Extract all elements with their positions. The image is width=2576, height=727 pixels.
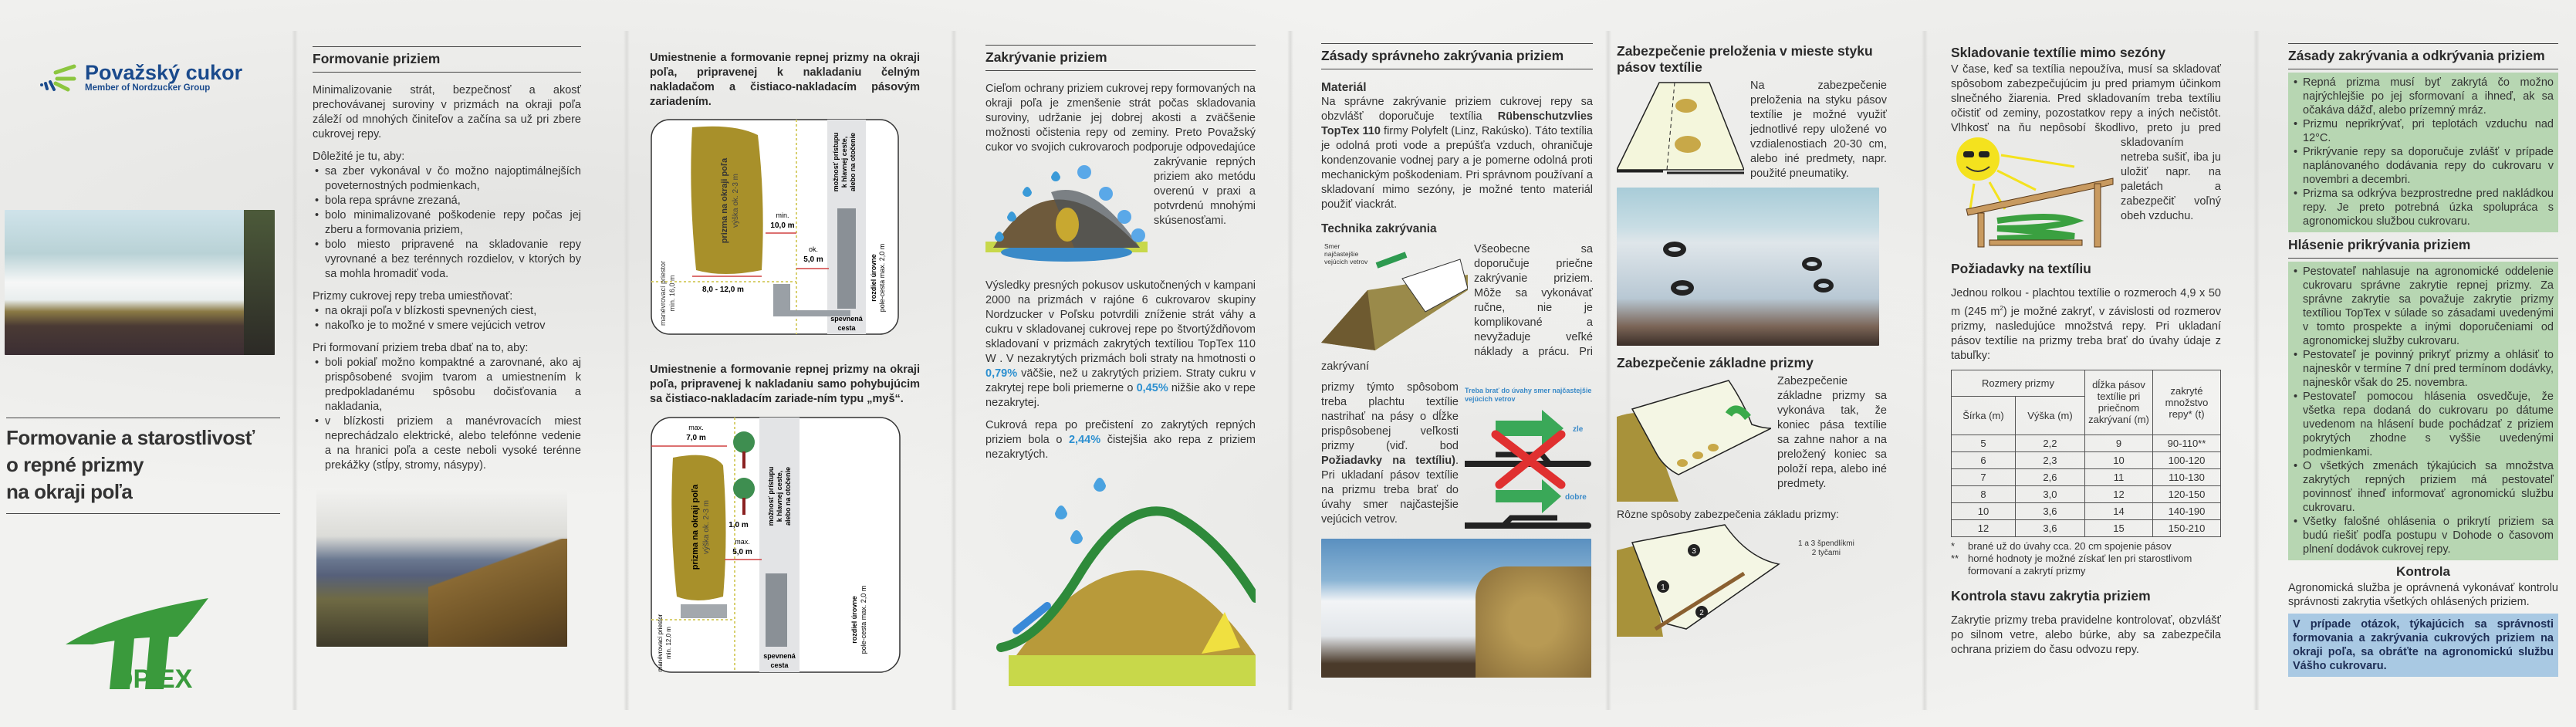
level-label: rozdiel úrovne (850, 596, 858, 644)
table-cell: 120-150 (2153, 485, 2221, 502)
access-label: možnosť prístupu (767, 466, 775, 526)
footnote-text: horné hodnoty je možné získať len pri starostlivom formovaní a zakrytí prizmy (1968, 552, 2192, 577)
bullet-list (313, 304, 581, 333)
list-item: • bolo minimalizované poškodenie repy počas jej zberu a formovania priziem, (313, 208, 581, 238)
table-cell: 150-210 (2153, 519, 2221, 536)
panel-zasady (1321, 0, 1593, 678)
panel-zakryvanie (985, 0, 1256, 694)
product-name: Rübenschutzvlies TopTex 110 (1321, 110, 1593, 137)
prism-label: prizma na okraji poľa (691, 484, 700, 570)
table-header: zakryté množstvo repy* (t) (2153, 370, 2221, 435)
list-item: • sa zber vykonával v čo možno najoptimálnejších poveternostných podmienkach, (313, 164, 581, 194)
section-heading: Zabezpečenie základne prizmy (1617, 355, 1814, 370)
table-row (1952, 451, 2221, 468)
list-item: • boli pokiaľ možno kompaktné a zarovnané, ako aj prispôsobené svojim tvarom a umiestnením k predpokladanému spôsobu dočisťovania a nakladania, (313, 356, 581, 414)
method-number: 3 (1692, 547, 1696, 556)
section-heading: Kontrola stavu zakrytia priziem (1951, 587, 2151, 604)
maneuver-label: manévrovací priestor (659, 260, 667, 326)
results-text: nižšie ako v repe nezakrytej. (985, 382, 1256, 409)
cross-reference[interactable]: Požiadavky na textíliu) (1321, 455, 1455, 467)
list-label: Dôležité je tu, aby: (313, 150, 405, 163)
road-label: cesta (770, 661, 789, 669)
material-paragraph (1321, 95, 1593, 212)
table-cell: 15 (2085, 519, 2153, 536)
cover-title (6, 418, 280, 514)
covered-pile-illustration (985, 470, 1256, 694)
covering-pile-photo (1321, 539, 1591, 678)
covered-beet-pile-photo (5, 210, 275, 355)
road-label: spevnená (830, 315, 863, 323)
overlap-beets-illustration (1617, 79, 1744, 178)
requirements-paragraph (1951, 286, 2221, 364)
table-header: Šírka (m) (1952, 396, 2016, 435)
list-item: • Repná prizma musí byť zakrytá čo možno najrýchlejšie po jej sformovaní a ihneď, ak sa očakáva dážď, alebo prízemný mráz. (2293, 76, 2554, 117)
list-item: • bolo miesto pripravené na skladovanie repy vyrovnané a bez terénnych rozdielov, v ktorých by sa mohla hromadiť voda. (313, 238, 581, 282)
bad-label: zle (1573, 425, 1584, 434)
table-cell: 3,6 (2015, 519, 2084, 536)
table-row (1952, 468, 2221, 485)
title-line: Formovanie a starostlivosť (6, 426, 255, 449)
dim-value: 5,0 m (803, 255, 823, 264)
footnote (1951, 553, 2221, 577)
access-label: k hlavnej ceste, (840, 136, 848, 188)
dim-label: min. (776, 211, 789, 219)
technique-text: Všeobecne sa doporučuje priečne zakrývanie priziem. Môže sa vykonávať ručne, nie je komplikované a nevyžaduje veľké náklady a prácu. Pri zakrývaní (1321, 243, 1593, 373)
dim-label: max. (688, 424, 704, 431)
panel-hlasenie (2288, 0, 2558, 677)
method-number: 1 (1661, 583, 1665, 592)
table-cell: 2,2 (2015, 435, 2084, 451)
section-heading: Zásady zakrývania a odkrývania priziem (2288, 43, 2558, 69)
contact-note: V prípade otázok, týkajúcich sa správnosti formovania a zakrývania cukrových priziem na okraji poľa, sa obráťte na agronomickú službu Vášho cukrovaru. (2288, 614, 2558, 677)
logo-subtitle: Member of Nordzucker Group (85, 83, 211, 93)
list-item: • Prizma sa odkrýva bezprostredne pred nakládkou repy. Je preto potrebná úzka spolupráca s agronomickou službou cukrovaru. (2293, 187, 2554, 228)
section-heading: Zabezpečenie preloženia v mieste styku pásov textílie (1617, 43, 1873, 75)
cleanliness-text: čistejšia ako repa z priziem nezakrytých. (985, 434, 1256, 461)
wind-label: Smer najčastejšie vejúcich vetrov (1324, 242, 1368, 265)
intro-paragraph: Minimalizovanie strát, bezpečnosť a akosť prechovávanej suroviny v prizmách na okraji poľa záleží od mnohých činiteľov a začína sa už pri zbere cukrovej repy. (313, 84, 581, 140)
access-label: alebo na otočenie (784, 466, 792, 526)
table-cell: 5 (1952, 435, 2016, 451)
panel-skladovanie (1951, 0, 2221, 665)
coverage-table (1951, 370, 2221, 537)
section-heading: Hlásenie prikrývania priziem (2288, 237, 2558, 259)
toptex-logo (62, 598, 208, 695)
road-label: spevnená (763, 652, 796, 660)
table-cell: 2,3 (2015, 451, 2084, 468)
list-item: • bola repa správne zrezaná, (313, 194, 581, 208)
table-cell: 2,6 (2015, 468, 2084, 485)
dim-value: 1,0 m (729, 521, 749, 529)
legend-pins: 1 a 3 špendlíkmi (1798, 539, 1854, 548)
list-item: • v blízkosti priziem a manévrovacích miest neprechádzalo elektrické, alebo telefónne vedenie a na hranici poľa a ceste neboli vysoké terénne prekážky (stĺpy, stromy, násypy). (313, 414, 581, 473)
storage-shed-illustration (1951, 136, 2115, 250)
footnote (1951, 540, 2221, 553)
povazsky-cukor-logo (40, 62, 242, 93)
table-header: dĺžka pásov textílie pri priečnom zakrývaní (m) (2085, 370, 2153, 435)
tyres-on-cover-photo (1617, 188, 1879, 346)
list-item: • nakoľko je to možné v smere vejúcich vetrov (313, 319, 581, 333)
placement-diagram-mouse (650, 411, 920, 675)
panel-cover (0, 0, 293, 710)
toptex-wordmark: OP EX (113, 664, 193, 694)
table-row (1952, 502, 2221, 519)
list-item: • Pestovateľ je povinný prikryť prizmy a ohlásiť to najneskôr v termíne 7 dní pred termínom dodávky, najneskôr však do 25. novembra. (2293, 348, 2554, 390)
table-cell: 3,6 (2015, 502, 2084, 519)
title-line: na okraji poľa (6, 480, 133, 503)
cleanliness-paragraph (985, 418, 1256, 462)
intro-paragraph: Cieľom ochrany priziem cukrovej repy formovaných na okraji poľa je zmenšenie strát počas skladovania suroviny, udržanie jej dobrej akosti a zväčšenie možnosti očistenia repy od zeminy. Preto Považský cukor vo svojich cukrovaroch podporuje odpovedajúce zakrývanie repných priziem ako metódu overenú v praxi a potvrdenú mnohými skúsenosťami. (985, 83, 1256, 227)
road-label: cesta (837, 324, 856, 332)
good-label: dobre (1565, 493, 1587, 502)
sugar-loss-value: 0,45% (1136, 382, 1168, 394)
level-label: rozdiel úrovne (870, 254, 877, 302)
maneuver-value: min. 16,0 m (668, 275, 676, 312)
height-label: výška ok. 2-3 m (702, 499, 711, 555)
control-heading: Kontrola (2396, 564, 2450, 579)
list-item: • na okraji poľa v blízkosti spevnených ciest, (313, 304, 581, 319)
methods-caption: Rôzne spôsoby zabezpečenia základu prizmy: (1617, 508, 1839, 520)
list-item: • Prikrývanie repy sa doporučuje zvlášť v prípade naplánovaného dodávania repy do cukrovaru v novembri a decembri. (2293, 145, 2554, 187)
table-cell: 12 (2085, 485, 2153, 502)
list-item: • Pestovateľ nahlasuje na agronomické oddelenie cukrovaru správne zakrytie repnej prizmy. Za správne zakrytie sa považuje zakrytie prizmy textíliou TopTex v súlade so zásadami uvedenými v tomto prospekte a inými doporučeniami od agronomickej služby cukrovaru. (2293, 265, 2554, 348)
dim-label: max. (735, 538, 750, 546)
section-heading: Zakrývanie priziem (985, 45, 1256, 71)
section-heading: Požiadavky na textíliu (1951, 261, 2091, 276)
diagram-title: Treba brať do úvahy smer najčastejšie vejúcich vetrov (1465, 387, 1592, 403)
logo-name: Považský cukor (85, 61, 243, 84)
panel-zabezpecenie (1617, 0, 1887, 637)
table-cell: 6 (1952, 451, 2016, 468)
maneuver-label: manévrovací priestor (657, 614, 664, 672)
level-label: pole-cesta max. 2,0 m (878, 243, 886, 313)
table-cell: 14 (2085, 502, 2153, 519)
requirements-text: Jednou rolkou - plachtou textílie o rozmeroch 4,9 x 50 m (245 m (1951, 287, 2221, 318)
placement-diagram-loader (650, 116, 920, 340)
technique-text: . Pri ukladaní pásov textílie na prizmu treba brať do úvahy smer najčastejšie vejúcich vetrov. (1321, 455, 1459, 526)
table-row (1952, 519, 2221, 536)
footnote-mark: ** (1951, 552, 1959, 564)
method-number: 2 (1699, 609, 1704, 617)
weight-loss-value: 0,79% (985, 367, 1018, 380)
section-heading: Formovanie priziem (313, 46, 581, 73)
section-heading: Zásady správneho zakrývania priziem (1321, 43, 1593, 69)
cleanliness-text: Cukrová repa po prečistení zo zakrytých repných priziem bola o (985, 419, 1256, 446)
control-paragraph: Zakrytie prizmy treba pravidelne kontrolovať, obzvlášť po silnom vetre, alebo búrke, aby sa zabezpečila ochrana priziem do času odvozu repy. (1951, 614, 2221, 656)
table-cell: 9 (2085, 435, 2153, 451)
reporting-list (2288, 262, 2558, 560)
harvest-tractor-photo (316, 489, 567, 647)
bullet-list (313, 356, 581, 473)
results-paragraph (985, 279, 1256, 411)
list-item: • Pestovateľ pomocou hlásenia osvedčuje, že všetka repa dodaná do cukrovaru po dátume uvedenom na hlásení bude pochádzať z priziem pokrytých zhodne s vyššie uvedenými podmienkami. (2293, 390, 2554, 459)
diagram-caption: Umiestnenie a formovanie repnej prizmy na okraji poľa, pripravenej k nakladaniu samo pohybujúcim sa čistiaco-nakladacím zariade-ním typu „myš“. (650, 364, 920, 405)
footnote-text: brané už do úvahy cca. 20 cm spojenie pásov (1968, 539, 2172, 552)
table-cell: 10 (1952, 502, 2016, 519)
list-label: Prizmy cukrovej repy treba umiestňovať: (313, 290, 513, 303)
base-methods-illustration (1617, 521, 1783, 637)
overlap-text: Na zabezpečenie preloženia na styku pásov textílie je možné využiť jednotlivé repy uložené vo vzdialenostiach 20-30 cm, alebo iné predmety, napr. použité pneumatiky. (1750, 79, 1887, 180)
overlap-arrows-icon (1465, 404, 1593, 531)
table-cell: 10 (2085, 451, 2153, 468)
storage-text: V čase, keď sa textília nepoužíva, musí sa skladovať spôsobom zabezpečujúcim ju pred priamym účinkom slnečného žiarenia. Pred skladovaním treba textíliu očistiť od zeminy, pozostatkov repy a iných nečistôt. Vlhkosť na ňu nepôsobí škodlivo, preto ju pred skladovaním netreba sušiť, iba ju uložiť napr. na paletách a zabezpečiť voľný obeh vzduchu. (1951, 63, 2221, 222)
panel-diagrams (650, 0, 920, 675)
subheading-material: Materiál (1321, 81, 1367, 94)
cleanliness-value: 2,44% (1068, 434, 1101, 446)
cross-covering-illustration (1321, 242, 1468, 350)
control-paragraph: Agronomická služba je oprávnená vykonávať kontrolu správnosti zakrytia všetkých ohlásených priziem. (2288, 582, 2558, 608)
access-label: alebo na otočenie (849, 132, 857, 192)
table-cell: 140-190 (2153, 502, 2221, 519)
height-label: výška ok. 2-3 m (732, 173, 740, 228)
table-cell: 90-110** (2153, 435, 2221, 451)
requirements-text: ) je možné zakryť, v závislosti od rozmerov prizmy, nasledujúce množstvá repy. Pri ukladaní pásov textílie na prizmy treba brať do úvahy údaje z tabuľky: (1951, 305, 2221, 362)
table-cell: 100-120 (2153, 451, 2221, 468)
technique-text: prizmy týmto spôsobom treba plachtu textílie nastrihať na pásy o dĺžke prispôsobenej veľkosti prizmy (viď. bod (1321, 381, 1459, 452)
table-header: Rozmery prizmy (1952, 370, 2085, 396)
subheading-technique: Technika zakrývania (1321, 222, 1437, 235)
diagram-caption: Umiestnenie a formovanie repnej prizmy na okraji poľa, pripravenej k nakladaniu čelným nakladačom a čistiaco-nakladacím pásovým zariadením. (650, 52, 920, 108)
table-cell: 12 (1952, 519, 2016, 536)
logo-rays-icon (40, 62, 77, 93)
results-text: Výsledky presných pokusov uskutočnených v kampani 2000 na prizmách v rajóne 6 cukrovarov skupiny Nordzucker v Poľsku potvrdili zníženie strát váhy a cukru v skladovanej cukrovej repe po štvortýždňovom skladovaní v prizmách zakrytých textíliou TopTex 110 W . V nezakrytých prizmách boli straty na hmotnosti o (985, 279, 1256, 365)
footnote-mark: * (1951, 539, 1956, 552)
table-header: Výška (m) (2015, 396, 2084, 435)
superscript: 2 (2000, 305, 2003, 312)
material-text: Na správne zakrývanie priziem cukrovej repy sa obzvlášť doporučuje textília (1321, 96, 1593, 123)
legend-rods: 2 tyčami (1811, 549, 1841, 557)
dim-label: ok. (808, 245, 819, 253)
material-text: firmy Polyfelt (Linz, Rakúsko). Táto textília je odolná proti vode a prepúšťa vzduch, ohraničuje kondenzovanie vodnej pary a je pomerne odolná proti mechanickým poškodeniam. Pri správnom používaní a skladovaní mimo sezóny, je možné tento materiál použiť viackrát. (1321, 125, 1593, 211)
level-label: pole-cesta max. 2,0 m (860, 585, 867, 654)
base-fold-illustration (1617, 374, 1771, 502)
table-cell: 110-130 (2153, 468, 2221, 485)
access-label: k hlavnej ceste, (776, 470, 783, 522)
table-cell: 11 (2085, 468, 2153, 485)
dim-value: 5,0 m (732, 548, 752, 556)
list-item: • O všetkých zmenách týkajúcich sa množstva zakrytých repných priziem má pestovateľ povinnosť ihneď informovať agronomickú službu cukrovaru. (2293, 459, 2554, 515)
prism-label: prizma na okraji poľa (720, 157, 729, 244)
uncovered-pile-illustration (985, 155, 1148, 271)
dim-value: 10,0 m (770, 221, 795, 230)
list-label: Pri formovaní priziem treba dbať na to, aby: (313, 342, 529, 354)
panel-formovanie (313, 0, 581, 647)
list-item: • Prizmu neprikrývať, pri teplotách vzduchu nad 12°C. (2293, 117, 2554, 145)
access-label: možnosť prístupu (832, 132, 840, 192)
wind-overlap-diagram (1465, 387, 1593, 531)
bullet-list (313, 164, 581, 282)
dim-value: 7,0 m (686, 434, 706, 442)
table-row (1952, 485, 2221, 502)
section-heading: Skladovanie textílie mimo sezóny (1951, 45, 2166, 60)
title-line: o repné prizmy (6, 453, 144, 476)
maneuver-value: min. 12,0 m (665, 627, 672, 659)
results-text: väčšie, než u zakrytých priziem. Straty cukru v zakrytej repe boli priemerne o (985, 367, 1256, 394)
dim-value: 8,0 - 12,0 m (702, 286, 744, 294)
base-text: Zabezpečenie základne prizmy sa vykonáva tak, že koniec pása textílie sa zahne nahor a na preložený koniec sa položí repa, alebo iné predmety. (1777, 375, 1887, 490)
rules-list (2288, 73, 2558, 232)
technique-paragraph (1321, 380, 1459, 531)
table-row (1952, 435, 2221, 451)
table-cell: 7 (1952, 468, 2016, 485)
list-item: • Všetky falošné ohlásenia o prikrytí priziem sa budú riešiť podľa postupu v Dohode o časovom plnení dodávok cukrovej repy. (2293, 515, 2554, 556)
table-cell: 3,0 (2015, 485, 2084, 502)
table-cell: 8 (1952, 485, 2016, 502)
